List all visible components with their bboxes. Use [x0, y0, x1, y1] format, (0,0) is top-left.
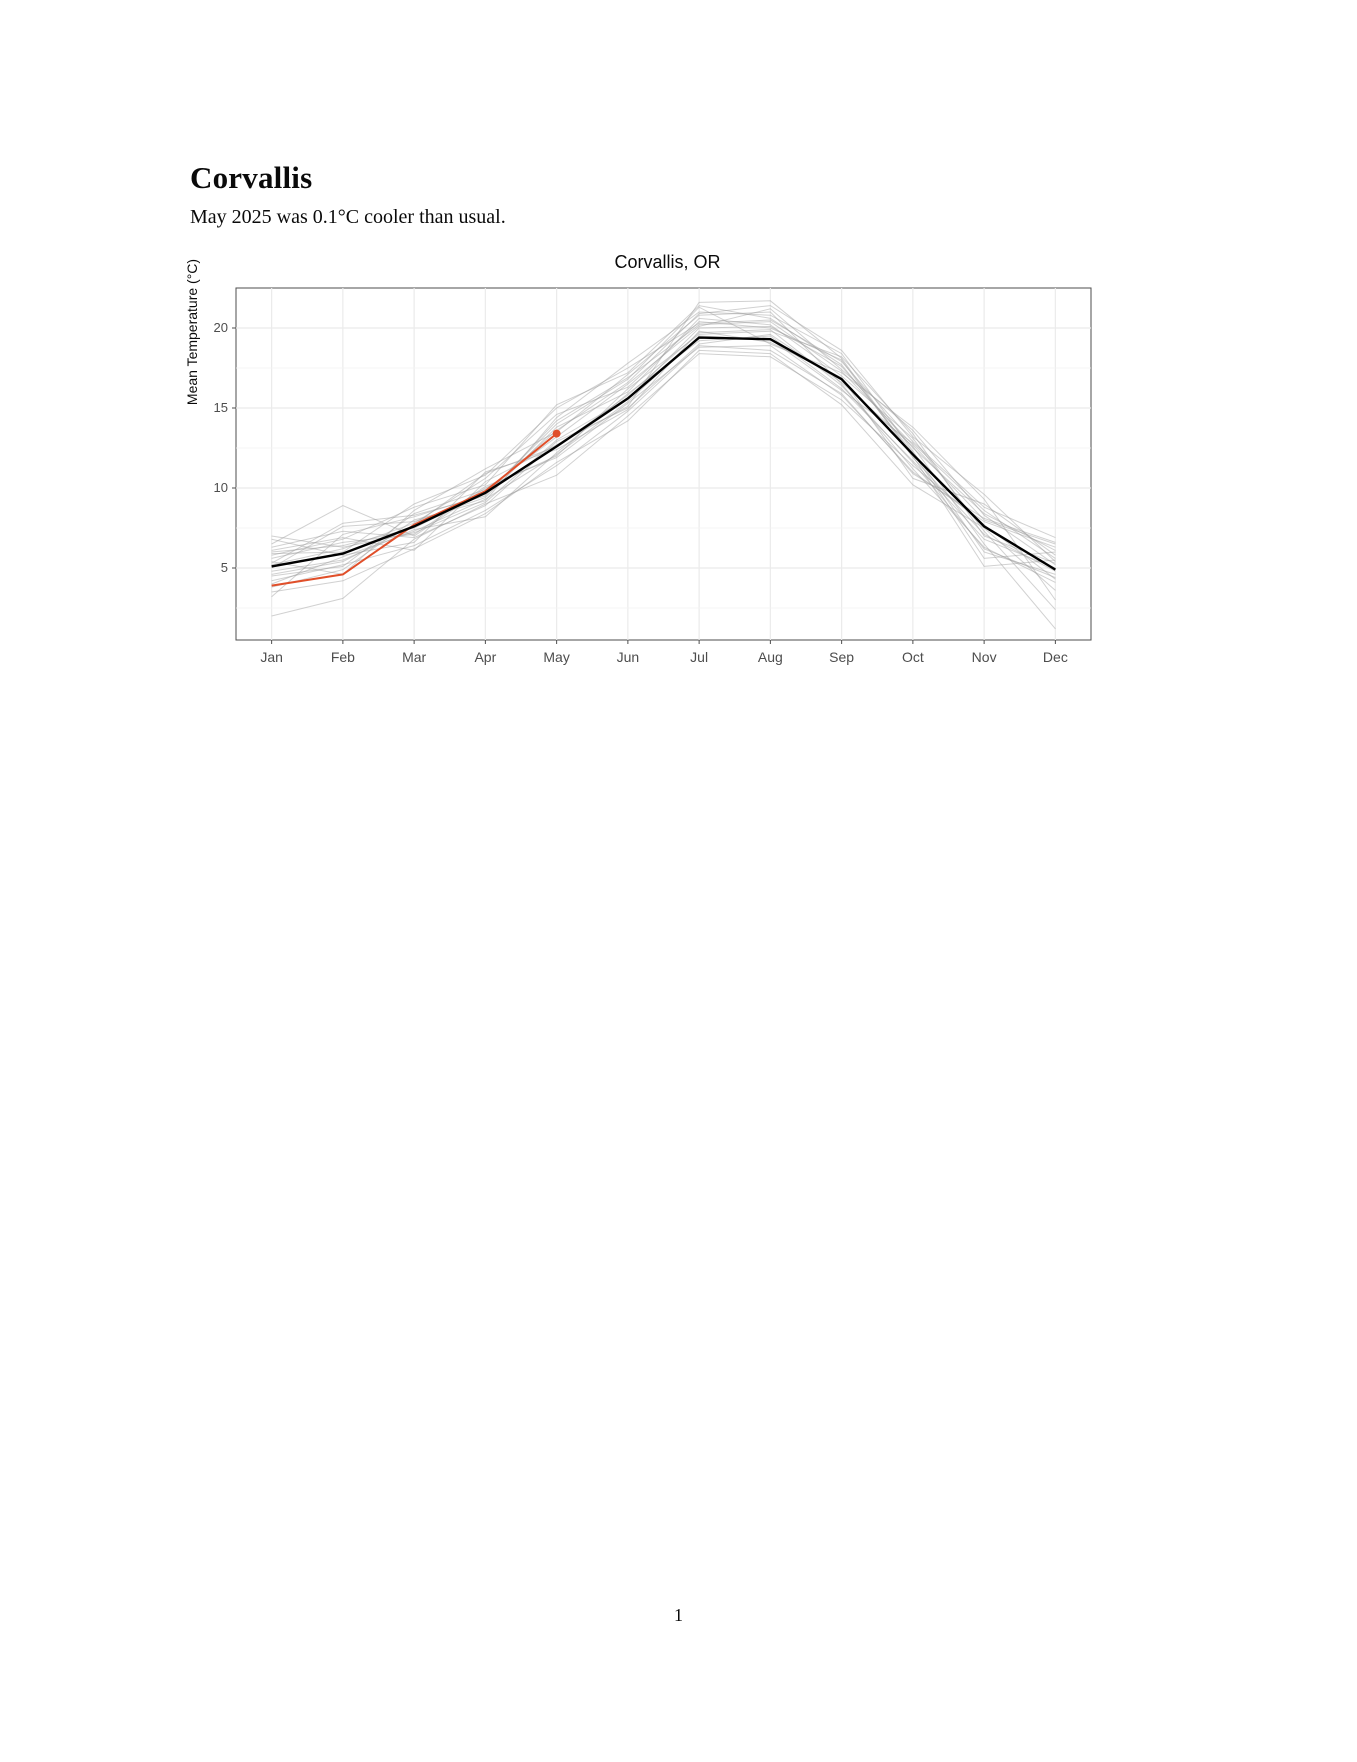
- page-title: Corvallis: [190, 160, 313, 195]
- x-tick-label: May: [543, 649, 570, 665]
- x-tick-label: Apr: [474, 649, 497, 665]
- x-tick-label: Mar: [402, 649, 427, 665]
- x-tick-label: Aug: [757, 649, 783, 665]
- x-tick-label: Jul: [690, 649, 709, 665]
- y-tick-label: 10: [213, 480, 228, 495]
- y-tick-label: 20: [213, 320, 228, 335]
- x-tick-label: Oct: [901, 649, 924, 665]
- plot-panel: [236, 288, 1091, 640]
- page-subtitle: May 2025 was 0.1°C cooler than usual.: [190, 206, 506, 228]
- y-axis-label: Mean Temperature (°C): [184, 258, 200, 406]
- temperature-chart-figure: [184, 252, 1145, 687]
- x-tick-label: Nov: [971, 649, 997, 665]
- chart-title: Corvallis, OR: [614, 252, 721, 272]
- current-month-marker: [553, 430, 561, 438]
- x-tick-label: Jun: [616, 649, 640, 665]
- x-tick-label: Feb: [330, 649, 355, 665]
- x-tick-label: Dec: [1042, 649, 1068, 665]
- chart-plot-area: [190, 278, 1145, 687]
- x-tick-label: Sep: [829, 649, 855, 665]
- y-tick-label: 5: [220, 560, 228, 575]
- page-number: 1: [674, 1605, 683, 1625]
- x-tick-label: Jan: [260, 649, 283, 665]
- y-tick-label: 15: [213, 400, 228, 415]
